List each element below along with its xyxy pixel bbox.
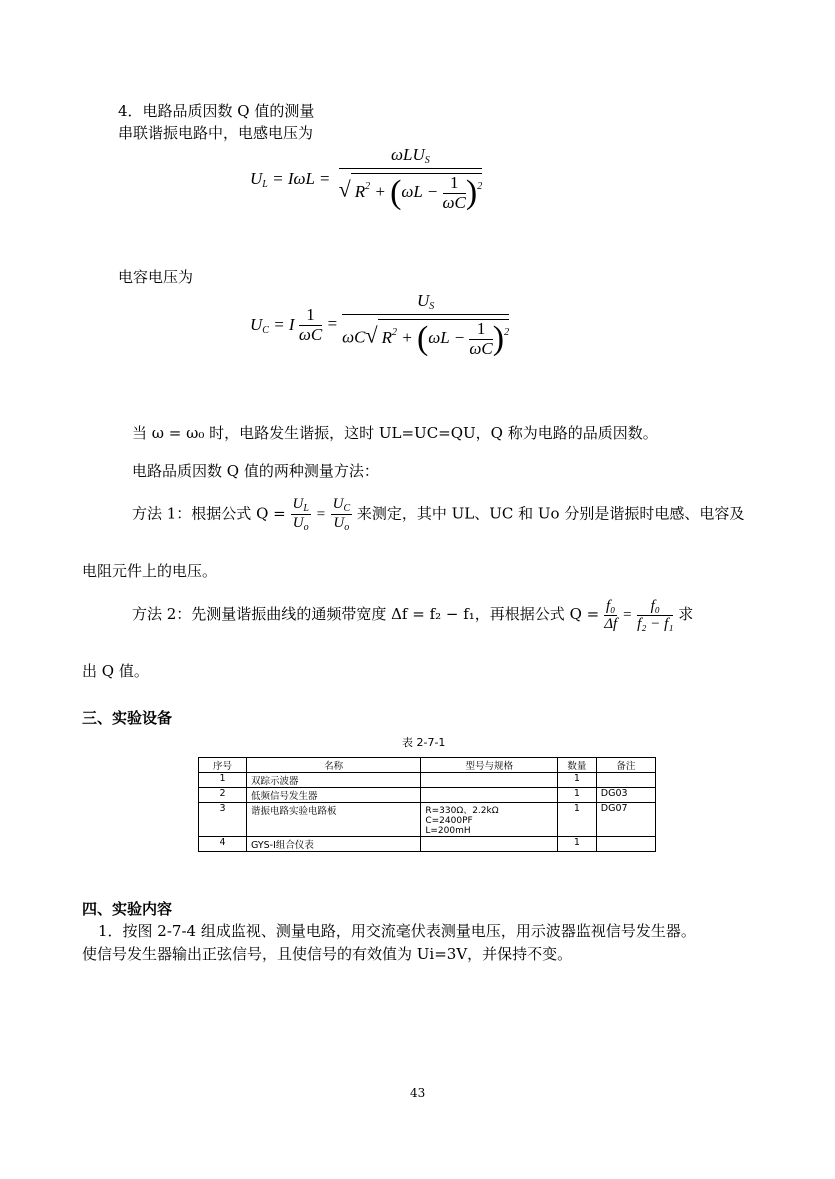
- table-row: [199, 803, 656, 837]
- table-cell: [596, 837, 655, 852]
- method-1-continuation: 电阻元件上的电压。: [82, 562, 218, 580]
- method-2-continuation: 出 Q 值。: [82, 662, 149, 680]
- table-cell: 2: [199, 788, 247, 803]
- table-cell: 双踪示波器: [246, 773, 420, 788]
- table-cell: 1: [558, 773, 597, 788]
- section-heading-q-measurement: 4．电路品质因数 Q 值的测量: [118, 102, 315, 120]
- table-row: [199, 773, 656, 788]
- table-header: 序号: [199, 758, 247, 773]
- table-cell: 1: [199, 773, 247, 788]
- table-header: 数量: [558, 758, 597, 773]
- table-cell: DG03: [596, 788, 655, 803]
- methods-title: 电路品质因数 Q 值的两种测量方法：: [132, 462, 379, 480]
- table-cell: 3: [199, 803, 247, 837]
- resonance-condition-line: 当 ω = ω₀ 时，电路发生谐振，这时 UL=UC=QU，Q 称为电路的品质因数。: [132, 424, 658, 442]
- table-cell: [596, 773, 655, 788]
- table-header: 型号与规格: [421, 758, 558, 773]
- table-cell: 1: [558, 837, 597, 852]
- table-cell: 低频信号发生器: [246, 788, 420, 803]
- page-number: 43: [410, 1086, 426, 1100]
- section-heading-equipment: 三、实验设备: [82, 709, 173, 727]
- table-header-row: [199, 758, 656, 773]
- section-heading-experiment-content: 四、实验内容: [82, 900, 173, 918]
- method-1-line: 方法 1：根据公式 Q = $\frac{U_L}{U_o}$ = $\frac{U_C}{U_o}$ 来测定，其中 UL、UC 和 Uo 分别是谐振时电感、电容及: [132, 496, 745, 533]
- table-cell: GYS-Ⅰ组合仪表: [246, 837, 420, 852]
- table-cell: R=330Ω、2.2kΩ C=2400PF L=200mH: [421, 803, 558, 837]
- method-2-line: 方法 2：先测量谐振曲线的通频带宽度 Δf = f₂ − f₁，再根据公式 Q = $\frac{\text{f₀}}{\Delta f}$ = $\frac{\text{f₀}}{\text{f₂ − f₁}}$ 求: [132, 598, 694, 632]
- table-cell: 1: [558, 788, 597, 803]
- content-paragraph-1: 1．按图 2-7-4 组成监视、测量电路，用交流毫伏表测量电压，用示波器监视信号发生器。: [98, 922, 696, 940]
- table-cell: [421, 788, 558, 803]
- equation-uc: $U_C = I$ $\frac{1}{\omega C}$ = $U_S$ ωC√ $R^2 + (\omega L$ − $\frac{1}{\omega C}$ )$^2$: [250, 291, 510, 358]
- table-header: 备注: [596, 758, 655, 773]
- table-row: [199, 837, 656, 852]
- equipment-table: [198, 757, 656, 852]
- table-cell: [421, 837, 558, 852]
- table-cell: DG07: [596, 803, 655, 837]
- table-cell: 谐振电路实验电路板: [246, 803, 420, 837]
- table-row: [199, 788, 656, 803]
- table-cell: 1: [558, 803, 597, 837]
- capacitor-voltage-text: 电容电压为: [118, 268, 194, 286]
- table-cell: 4: [199, 837, 247, 852]
- series-resonance-text: 串联谐振电路中，电感电压为: [118, 124, 314, 142]
- table-header: 名称: [246, 758, 420, 773]
- equation-ul: $U_L = I\omega L$ = ωLU$_S$ √ $R^2 + (\omega L$ − $\frac{1}{\omega C}$ )$^2$: [250, 145, 483, 212]
- content-paragraph-2: 使信号发生器输出正弦信号，且使信号的有效值为 Ui=3V，并保持不变。: [82, 945, 573, 963]
- table-caption: 表 2-7-1: [402, 736, 446, 749]
- table-cell: [421, 773, 558, 788]
